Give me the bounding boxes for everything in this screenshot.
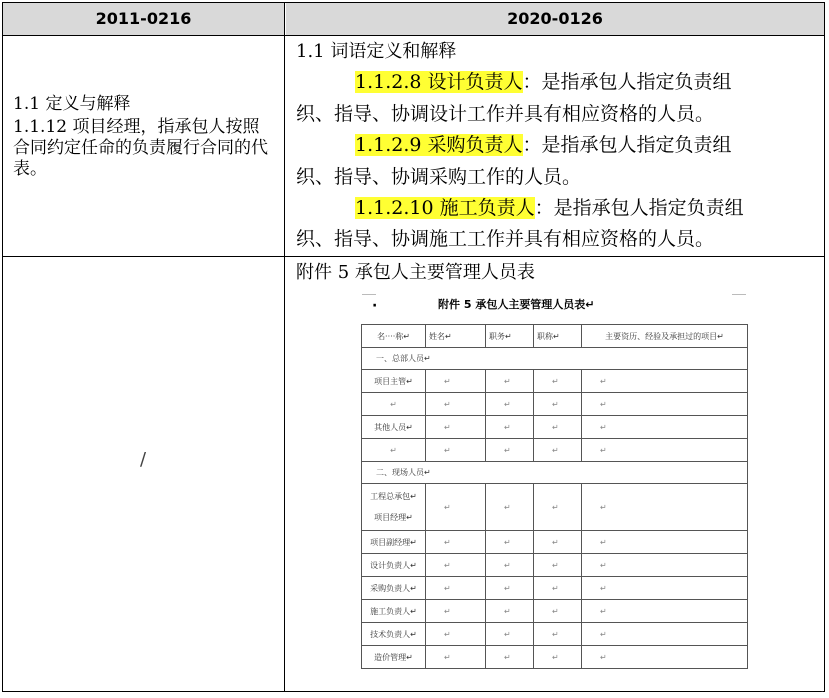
highlighted-term: 1.1.2.10 施工负责人 <box>355 197 535 219</box>
old-section-heading: 1.1 定义与解释 <box>13 94 131 114</box>
role-cell: 工程总承包↵ 项目经理↵ <box>362 484 426 531</box>
old-definition-cell <box>13 94 275 180</box>
role-cell: ↵ <box>362 439 426 462</box>
role-cell: 其他人员↵ <box>362 416 426 439</box>
role-cell: 造价管理↵ <box>362 646 426 669</box>
role-cell: 项目主管↵ <box>362 370 426 393</box>
definition-item-1: 1.1.2.8 设计负责人：是指承包人指定负责组 <box>355 71 732 93</box>
table-header-row <box>362 325 748 348</box>
bullet-dot: · <box>372 298 378 314</box>
role-cell: 采购负责人↵ <box>362 577 426 600</box>
header-left: 2011-0216 <box>95 9 192 28</box>
table-row: 技术负责人↵ ↵ ↵ ↵ ↵ <box>362 623 748 646</box>
column-header: 职务↵ <box>486 325 534 348</box>
definition-item-3-cont: 织、指导、协调施工工作并具有相应资格的人员。 <box>296 228 715 250</box>
table-row: 施工负责人↵ ↵ ↵ ↵ ↵ <box>362 600 748 623</box>
table-row: 项目主管↵ ↵ ↵ ↵ ↵ <box>362 370 748 393</box>
definition-item-3: 1.1.2.10 施工负责人：是指承包人指定负责组 <box>355 197 744 219</box>
highlighted-term: 1.1.2.9 采购负责人 <box>355 134 523 156</box>
role-cell: ↵ <box>362 393 426 416</box>
column-divider <box>284 2 285 692</box>
new-section-heading: 1.1 词语定义和解释 <box>296 41 457 62</box>
role-cell: 设计负责人↵ <box>362 554 426 577</box>
appendix-table-image <box>358 290 750 686</box>
corner-mark: · <box>821 688 824 696</box>
crop-mark <box>362 294 376 295</box>
appendix-table-title: 附件 5 承包人主要管理人员表↵ <box>438 298 595 311</box>
column-header: 姓名↵ <box>426 325 486 348</box>
personnel-table <box>361 324 748 669</box>
highlighted-term: 1.1.2.8 设计负责人 <box>355 71 523 93</box>
definition-item-1-cont: 织、指导、协调设计工作并具有相应资格的人员。 <box>296 103 715 125</box>
role-cell: 施工负责人↵ <box>362 600 426 623</box>
column-header: 主要资历、经验及承担过的项目↵ <box>582 325 748 348</box>
table-row: 项目副经理↵ ↵ ↵ ↵ ↵ <box>362 531 748 554</box>
table-row: 其他人员↵ ↵ ↵ ↵ ↵ <box>362 416 748 439</box>
section-row <box>362 462 748 484</box>
column-header: 名····称↵ <box>362 325 426 348</box>
definition-item-2-cont: 织、指导、协调采购工作的人员。 <box>296 166 582 188</box>
table-row: 工程总承包↵ 项目经理↵ ↵ ↵ ↵ ↵ <box>362 484 748 531</box>
table-row: 造价管理↵ ↵ ↵ ↵ ↵ <box>362 646 748 669</box>
section-label: 二、现场人员↵ <box>362 462 748 484</box>
column-header: 职称↵ <box>534 325 582 348</box>
table-row: ↵ ↵ ↵ ↵ ↵ <box>362 393 748 416</box>
table-row: 采购负责人↵ ↵ ↵ ↵ ↵ <box>362 577 748 600</box>
section-row <box>362 348 748 370</box>
empty-cell-slash: / <box>140 449 147 470</box>
header-right: 2020-0126 <box>507 9 603 28</box>
section-label: 一、总部人员↵ <box>362 348 748 370</box>
role-cell: 项目副经理↵ <box>362 531 426 554</box>
table-row: 设计负责人↵ ↵ ↵ ↵ ↵ <box>362 554 748 577</box>
table-row: ↵ ↵ ↵ ↵ ↵ <box>362 439 748 462</box>
appendix-heading: 附件 5 承包人主要管理人员表 <box>296 262 535 283</box>
role-cell: 技术负责人↵ <box>362 623 426 646</box>
old-definition-text: 1.1.12 项目经理，指承包人按照合同约定任命的负责履行合同的代表。 <box>13 117 268 179</box>
definition-item-2: 1.1.2.9 采购负责人：是指承包人指定负责组 <box>355 134 732 156</box>
crop-mark <box>732 294 746 295</box>
